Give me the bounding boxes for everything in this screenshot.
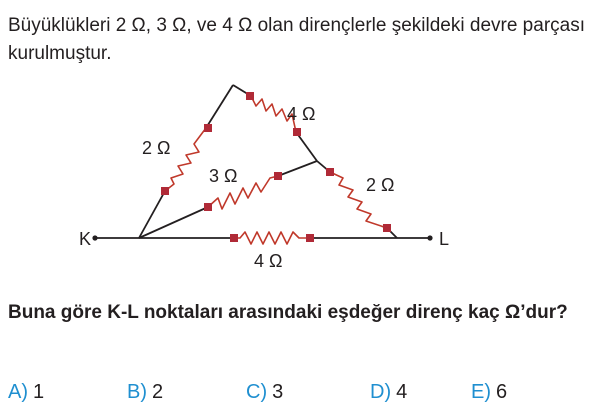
option-letter: A) — [8, 381, 28, 403]
label-top-4ohm: 4 Ω — [287, 104, 316, 124]
option-value: 2 — [152, 381, 164, 403]
wire-top-right — [296, 132, 317, 161]
problem-question: Buna göre K-L noktaları arasındaki eşdeğer direnç kaç Ω’dur? — [8, 302, 568, 323]
wire-left-lower — [139, 191, 165, 238]
resistor-cap — [204, 203, 212, 211]
resistor-cap — [326, 168, 334, 176]
terminal-k-label: K — [79, 229, 92, 249]
resistor-cap — [246, 92, 254, 100]
option-letter: C) — [246, 381, 268, 403]
problem-intro: Büyüklükleri 2 Ω, 3 Ω, ve 4 Ω olan dirençlerle şekildeki devre parçası kurulmuştur. — [8, 15, 585, 64]
terminal-l-label: L — [439, 229, 450, 249]
resistor-cap — [161, 187, 169, 195]
label-right-2ohm: 2 Ω — [366, 175, 395, 195]
resistor-cap — [274, 172, 282, 180]
option-a[interactable] — [8, 381, 44, 404]
option-d[interactable] — [370, 381, 407, 404]
answer-options — [0, 381, 611, 413]
terminal-l-dot — [427, 235, 432, 240]
resistor-cap — [293, 128, 301, 136]
terminal-k-dot — [92, 235, 97, 240]
resistor-cap — [204, 124, 212, 132]
resistor-cap — [306, 234, 314, 242]
option-letter: B) — [127, 381, 147, 403]
resistor-cap — [383, 224, 391, 232]
resistor-left-2ohm — [165, 128, 206, 191]
resistor-cap — [230, 234, 238, 242]
option-c[interactable] — [246, 381, 283, 404]
resistor-bottom-4ohm — [234, 232, 310, 244]
option-b[interactable] — [127, 381, 163, 404]
option-e[interactable] — [471, 381, 507, 404]
option-value: 4 — [396, 381, 408, 403]
wire-diag-lower — [139, 207, 208, 238]
option-letter: D) — [370, 381, 392, 403]
option-letter: E) — [471, 381, 491, 403]
option-value: 6 — [496, 381, 508, 403]
label-diag-3ohm: 3 Ω — [209, 166, 238, 186]
label-bottom-4ohm: 4 Ω — [254, 251, 283, 271]
option-value: 3 — [272, 381, 284, 403]
wire-diag-upper — [278, 161, 317, 176]
wire-left-upper — [206, 85, 233, 128]
label-left-2ohm: 2 Ω — [142, 138, 171, 158]
option-value: 1 — [33, 381, 45, 403]
